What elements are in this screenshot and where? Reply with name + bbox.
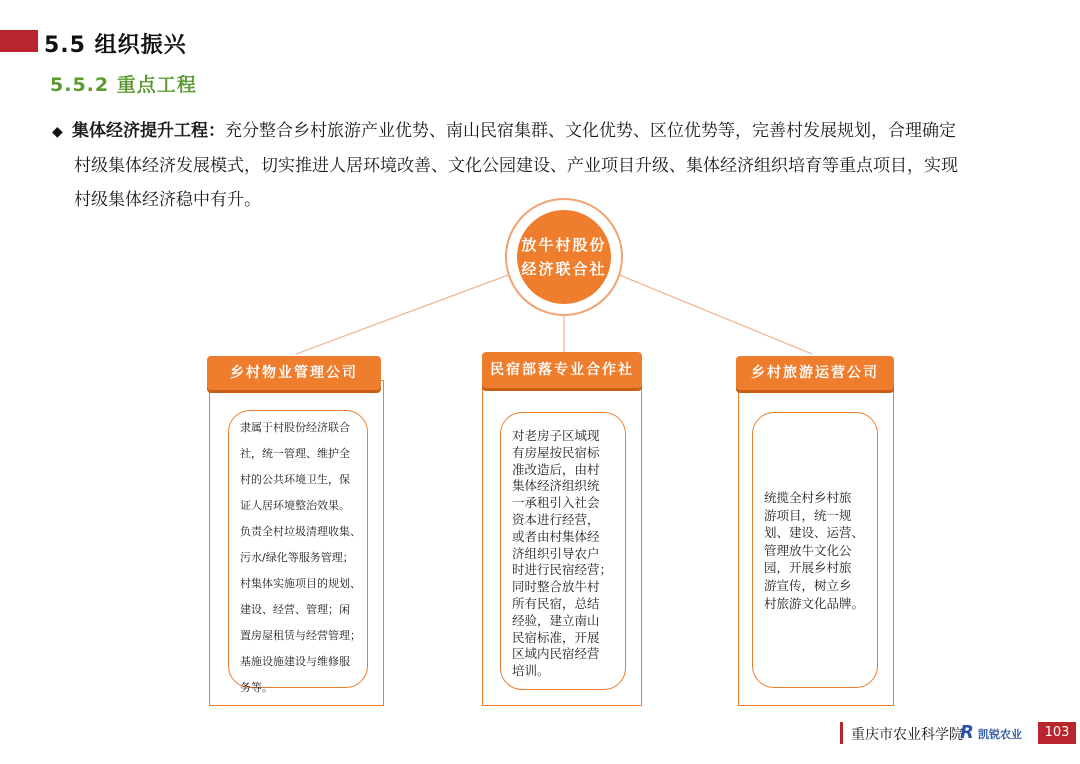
center-node-line-1: 放牛村股份 bbox=[521, 236, 607, 254]
text-line: 建设、经营、管理；闲 bbox=[240, 603, 350, 616]
intro-lead: 集体经济提升工程： bbox=[72, 121, 225, 141]
text-line: 济组织引导农户 bbox=[512, 545, 600, 561]
sub-section-title: 5.5.2 重点工程 bbox=[50, 74, 197, 96]
intro-line-3: 村级集体经济稳中有升。 bbox=[74, 190, 261, 210]
brand-logo-text: 凯锐农业 bbox=[978, 728, 1022, 741]
diamond-bullet-icon: ◆ bbox=[52, 124, 63, 140]
intro-text-1: 充分整合乡村旅游产业优势、南山民宿集群、文化优势、区位优势等，完善村发展规划，合理确定 bbox=[225, 121, 956, 141]
center-node bbox=[505, 198, 623, 316]
section-title: 5.5 组织振兴 bbox=[44, 33, 187, 58]
text-line: 村集体实施项目的规划、 bbox=[240, 577, 361, 590]
text-line: 园，开展乡村旅 bbox=[764, 560, 852, 576]
text-line: 划、建设、运营、 bbox=[764, 525, 865, 541]
branch-header-property: 乡村物业管理公司 bbox=[207, 356, 381, 390]
brand-logo-icon: R bbox=[960, 722, 974, 743]
text-line: 游项目，统一规 bbox=[764, 507, 852, 523]
text-line: 有房屋按民宿标 bbox=[512, 444, 600, 460]
text-line: 负责全村垃圾清理收集、 bbox=[240, 525, 361, 538]
connector-left bbox=[296, 274, 511, 354]
text-line: 置房屋租赁与经营管理； bbox=[240, 629, 361, 642]
footer-organization: 重庆市农业科学院 bbox=[851, 727, 963, 743]
branch-text-homestay bbox=[512, 428, 622, 680]
page-number: 103 bbox=[1038, 722, 1076, 744]
text-line: 一承租引入社会 bbox=[512, 495, 600, 511]
footer-accent-bar bbox=[840, 722, 843, 744]
branch-text-tourism bbox=[764, 489, 874, 612]
branch-header-homestay: 民宿部落专业合作社 bbox=[482, 352, 642, 388]
text-line: 集体经济组织统 bbox=[512, 478, 600, 494]
text-line: 基施设施建设与维修服 bbox=[240, 655, 350, 668]
center-node-fill bbox=[517, 210, 611, 304]
text-line: 对老房子区域现 bbox=[512, 428, 600, 443]
text-line: 污水/绿化等服务管理； bbox=[240, 551, 354, 564]
text-line: 社，统一管理、维护全 bbox=[240, 447, 350, 460]
text-line: 游宣传，树立乡 bbox=[764, 577, 852, 593]
text-line: 隶属于村股份经济联合 bbox=[240, 421, 350, 434]
text-line: 同时整合放牛村 bbox=[512, 579, 600, 595]
text-line: 统揽全村乡村旅 bbox=[764, 490, 852, 505]
center-node-line-2: 经济联合社 bbox=[521, 260, 607, 278]
text-line: 经验，建立南山 bbox=[512, 612, 600, 628]
text-line: 务等。 bbox=[240, 681, 273, 694]
text-line: 准改造后，由村 bbox=[512, 461, 600, 477]
text-line: 民宿标准，开展 bbox=[512, 629, 600, 645]
text-line: 村的公共环境卫生，保 bbox=[240, 473, 350, 486]
branch-header-tourism: 乡村旅游运营公司 bbox=[736, 356, 894, 390]
text-line: 时进行民宿经营； bbox=[512, 562, 613, 578]
branch-text-property bbox=[240, 415, 364, 701]
text-line: 所有民宿，总结 bbox=[512, 595, 600, 611]
intro-line-2: 村级集体经济发展模式，切实推进人居环境改善、文化公园建设、产业项目升级、集体经济组织培育等重点项目，实现 bbox=[74, 156, 958, 176]
text-line: 证人居环境整治效果。 bbox=[240, 499, 350, 512]
text-line: 资本进行经营， bbox=[512, 511, 600, 527]
text-line: 或者由村集体经 bbox=[512, 528, 600, 544]
text-line: 区域内民宿经营 bbox=[512, 646, 600, 662]
connector-right bbox=[617, 274, 812, 354]
text-line: 管理放牛文化公 bbox=[764, 542, 852, 558]
text-line: 培训。 bbox=[512, 663, 550, 679]
text-line: 村旅游文化品牌。 bbox=[764, 595, 865, 611]
